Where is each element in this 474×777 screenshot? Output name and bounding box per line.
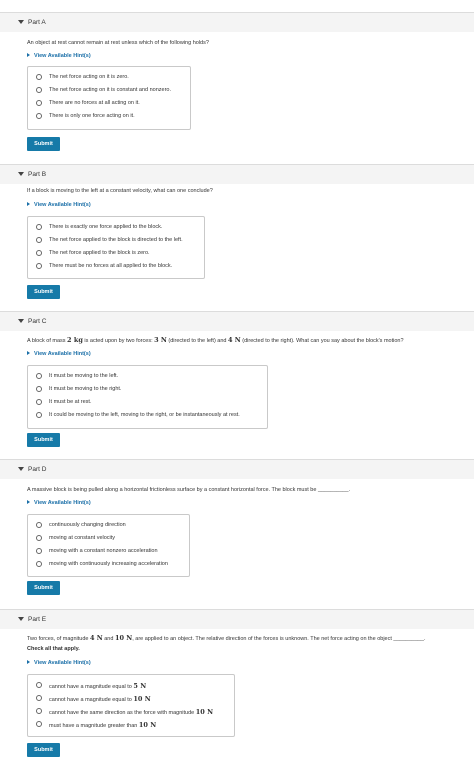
submit-button[interactable]: Submit [27,433,60,447]
question-text: Two forces, of magnitude 4 N and 10 N, are applied to an object. The relative direction of the forces is unknown. The net force acting on the object __________. [27,634,426,642]
radio-button[interactable] [36,412,42,418]
options-box: cannot have a magnitude equal to 5 N cannot have a magnitude equal to 10 N cannot have the same direction as the force with magnitude 10 N must have a magnitude greater than 10 N [27,674,235,737]
radio-button[interactable] [36,373,42,379]
part-title: Part B [28,171,47,178]
question-text: If a block is moving to the left at a constant velocity, what can one conclude? [27,188,213,194]
options-box: continuously changing direction moving at constant velocity moving with a constant nonzero acceleration moving with continuously increasing acceleration [27,514,190,577]
options-box: The net force acting on it is zero. The net force acting on it is constant and nonzero. There are no forces at all acting on it. There is only one force acting on it. [27,66,191,130]
radio-button[interactable] [36,399,42,405]
part-title: Part E [28,616,47,623]
radio-button[interactable] [36,535,42,541]
caret-right-icon [27,202,30,206]
radio-button[interactable] [36,548,42,554]
radio-button[interactable] [36,263,42,269]
radio-button[interactable] [36,224,42,230]
caret-right-icon [27,53,30,57]
part-title: Part D [28,466,47,473]
options-box: There is exactly one force applied to the block. The net force applied to the block is directed to the left. The net force applied to the block is zero. There must be no forces at all applied to the block. [27,216,205,279]
part-title: Part C [28,318,47,325]
submit-button[interactable]: Submit [27,285,60,299]
view-hints-link[interactable]: View Available Hint(s) [27,660,91,666]
question-text: An object at rest cannot remain at rest unless which of the following holds? [27,40,209,46]
view-hints-link[interactable]: View Available Hint(s) [27,351,91,357]
checkbox[interactable] [36,695,42,701]
part-d-header[interactable] [0,459,474,479]
part-c-header[interactable] [0,311,474,331]
caret-down-icon [18,467,24,471]
view-hints-link[interactable]: View Available Hint(s) [27,500,91,506]
caret-down-icon [18,617,24,621]
options-box: It must be moving to the left. It must be moving to the right. It must be at rest. It could be moving to the left, moving to the right, or be instantaneously at rest. [27,365,268,429]
checkbox[interactable] [36,708,42,714]
radio-button[interactable] [36,113,42,119]
caret-right-icon [27,500,30,504]
submit-button[interactable]: Submit [27,743,60,757]
radio-button[interactable] [36,386,42,392]
part-e-header[interactable] [0,609,474,629]
radio-button[interactable] [36,87,42,93]
radio-button[interactable] [36,561,42,567]
radio-button[interactable] [36,250,42,256]
view-hints-link[interactable]: View Available Hint(s) [27,202,91,208]
part-a-header[interactable] [0,12,474,32]
part-title: Part A [28,19,46,26]
caret-down-icon [18,172,24,176]
caret-down-icon [18,319,24,323]
checkbox[interactable] [36,721,42,727]
checkbox[interactable] [36,682,42,688]
check-all-instruction: Check all that apply. [27,646,80,652]
submit-button[interactable]: Submit [27,137,60,151]
radio-button[interactable] [36,100,42,106]
question-text: A massive block is being pulled along a horizontal frictionless surface by a constant horizontal force. The block must be __________. [27,487,351,493]
question-text: A block of mass 2 kg is acted upon by two forces: 3 N (directed to the left) and 4 N (directed to the right). What can you say about the block's motion? [27,336,404,344]
radio-button[interactable] [36,522,42,528]
radio-button[interactable] [36,237,42,243]
part-b-header[interactable] [0,164,474,184]
caret-down-icon [18,20,24,24]
submit-button[interactable]: Submit [27,581,60,595]
radio-button[interactable] [36,74,42,80]
view-hints-link[interactable]: View Available Hint(s) [27,53,91,59]
caret-right-icon [27,351,30,355]
caret-right-icon [27,660,30,664]
